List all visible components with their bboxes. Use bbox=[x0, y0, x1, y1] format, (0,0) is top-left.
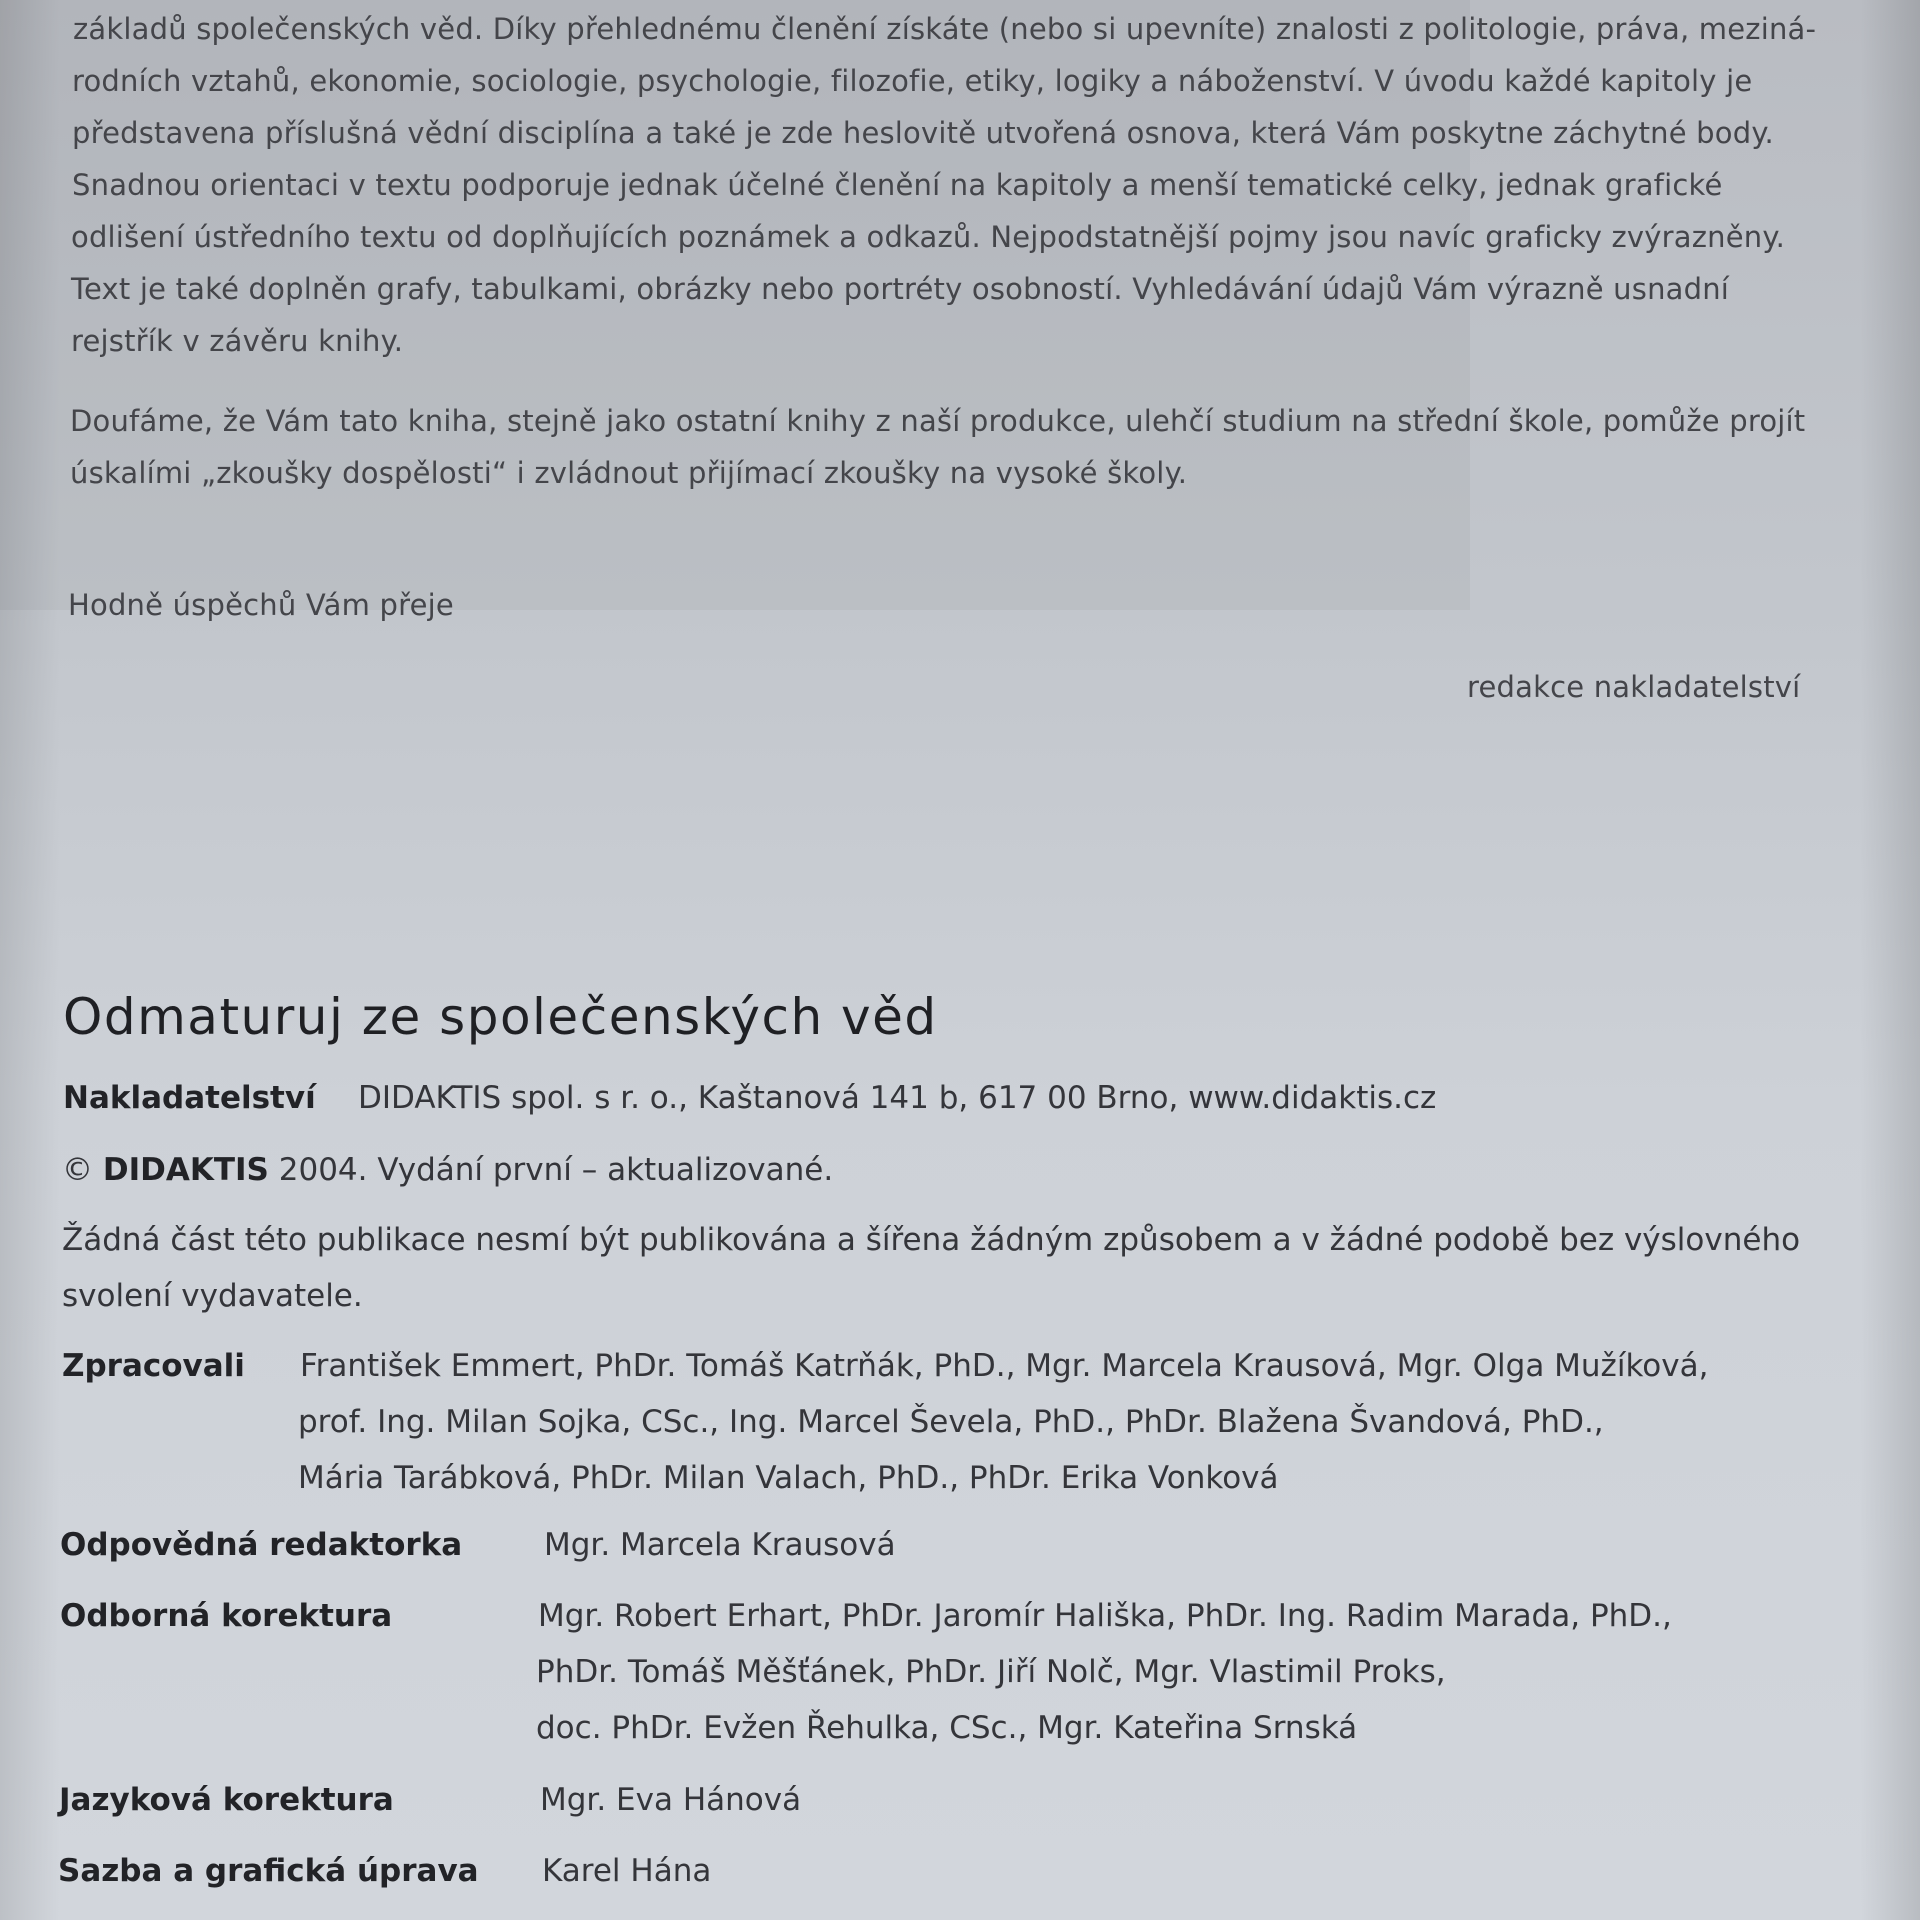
intro-line-1: základů společenských věd. Díky přehlednému členění získáte (nebo si upevníte) znalosti z politologie, práva, meziná- bbox=[73, 12, 1817, 46]
publisher-label: Nakladatelství bbox=[63, 1080, 316, 1116]
rights-line-1: Žádná část této publikace nesmí být publikována a šířena žádným způsobem a v žádné podobě bez výslovného bbox=[62, 1222, 1801, 1258]
copyright-rest: 2004. Vydání první – aktualizované. bbox=[278, 1152, 834, 1188]
credit-label-editor: Odpovědná redaktorka bbox=[60, 1527, 463, 1563]
credit-label-authors: Zpracovali bbox=[62, 1348, 245, 1384]
intro-line-3: představena příslušná vědní disciplína a také je zde heslovitě utvořená osnova, která Vám poskytne záchytné body. bbox=[72, 116, 1774, 150]
closing-line-1: Doufáme, že Vám tato kniha, stejně jako ostatní knihy z naší produkce, ulehčí studium na střední škole, pomůže projít bbox=[70, 404, 1806, 438]
signature: redakce nakladatelství bbox=[1467, 670, 1801, 704]
intro-line-2: rodních vztahů, ekonomie, sociologie, psychologie, filozofie, etiky, logiky a náboženství. V úvodu každé kapitoly je bbox=[72, 64, 1753, 98]
credit-authors-line-3: Mária Tarábková, PhDr. Milan Valach, PhD., PhDr. Erika Vonková bbox=[298, 1460, 1279, 1496]
credit-label-typesetting: Sazba a grafická úprava bbox=[58, 1853, 479, 1889]
credit-expert-review-line-3: doc. PhDr. Evžen Řehulka, CSc., Mgr. Kateřina Srnská bbox=[536, 1710, 1358, 1746]
intro-line-6: Text je také doplněn grafy, tabulkami, obrázky nebo portréty osobností. Vyhledávání údajů Vám výrazně usnadní bbox=[71, 272, 1730, 306]
copyright-line bbox=[62, 1152, 833, 1188]
credit-editor-line-1: Mgr. Marcela Krausová bbox=[544, 1527, 896, 1563]
copyright-brand: DIDAKTIS bbox=[102, 1152, 269, 1188]
book-title: Odmaturuj ze společenských věd bbox=[63, 988, 938, 1046]
credit-authors-line-2: prof. Ing. Milan Sojka, CSc., Ing. Marcel Ševela, PhD., PhDr. Blažena Švandová, PhD., bbox=[298, 1404, 1604, 1440]
closing-line-2: úskalími „zkoušky dospělosti“ i zvládnout přijímací zkoušky na vysoké školy. bbox=[70, 456, 1188, 490]
intro-line-4: Snadnou orientaci v textu podporuje jednak účelné členění na kapitoly a menší tematické celky, jednak grafické bbox=[72, 168, 1723, 202]
intro-line-5: odlišení ústředního textu od doplňujících poznámek a odkazů. Nejpodstatnější pojmy jsou navíc graficky zvýrazněny. bbox=[71, 220, 1786, 254]
copyright-symbol: © bbox=[62, 1152, 93, 1188]
intro-line-7: rejstřík v závěru knihy. bbox=[71, 324, 404, 358]
credit-language-review-line-1: Mgr. Eva Hánová bbox=[540, 1782, 802, 1818]
greeting: Hodně úspěchů Vám přeje bbox=[68, 588, 454, 622]
credit-expert-review-line-2: PhDr. Tomáš Měšťánek, PhDr. Jiří Nolč, Mgr. Vlastimil Proks, bbox=[536, 1654, 1446, 1690]
credit-authors-line-1: František Emmert, PhDr. Tomáš Katrňák, PhD., Mgr. Marcela Krausová, Mgr. Olga Mužíková, bbox=[300, 1348, 1709, 1384]
credit-label-expert-review: Odborná korektura bbox=[60, 1598, 393, 1634]
publisher-value: DIDAKTIS spol. s r. o., Kaštanová 141 b, 617 00 Brno, www.didaktis.cz bbox=[358, 1080, 1437, 1116]
credit-typesetting-line-1: Karel Hána bbox=[542, 1853, 712, 1889]
credit-expert-review-line-1: Mgr. Robert Erhart, PhDr. Jaromír Hališka, PhDr. Ing. Radim Marada, PhD., bbox=[538, 1598, 1672, 1634]
rights-line-2: svolení vydavatele. bbox=[62, 1278, 363, 1314]
credit-label-language-review: Jazyková korektura bbox=[59, 1782, 394, 1818]
